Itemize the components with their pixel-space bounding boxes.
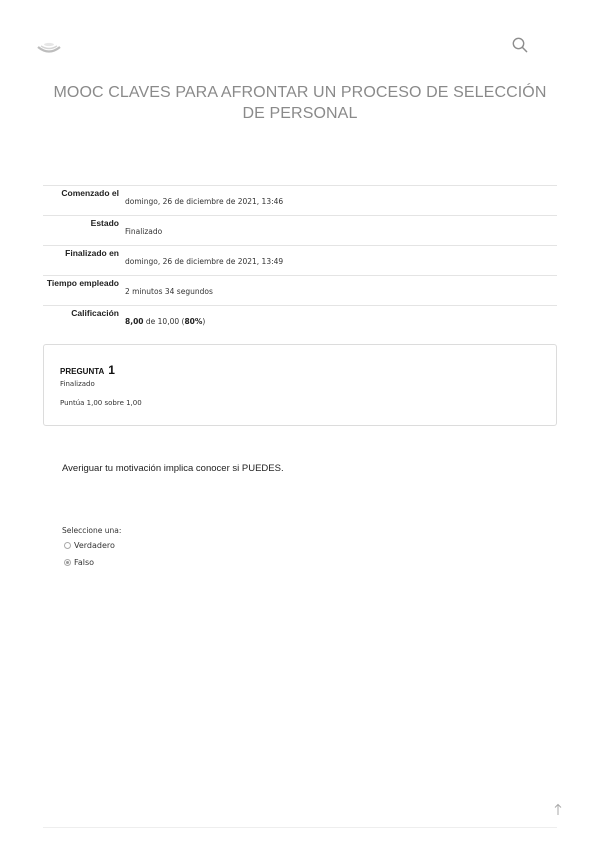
grade-percent: 80% xyxy=(184,317,203,326)
question-state: Finalizado xyxy=(60,380,95,388)
summary-value: 2 minutos 34 segundos xyxy=(125,287,213,296)
question-label: PREGUNTA xyxy=(60,367,105,376)
summary-row-grade xyxy=(43,306,557,336)
question-info-box xyxy=(43,344,557,426)
grade-close: ) xyxy=(202,317,206,326)
summary-label: Calificación xyxy=(71,308,119,318)
footer-divider xyxy=(43,827,557,828)
answer-option-label: Verdadero xyxy=(74,541,115,550)
summary-row-time-taken xyxy=(43,276,557,306)
grade-value xyxy=(125,317,205,326)
question-heading xyxy=(60,359,115,378)
answer-option-falso[interactable] xyxy=(64,558,94,567)
attempt-summary-table xyxy=(43,185,557,336)
summary-label: Finalizado en xyxy=(65,248,119,258)
summary-row-started xyxy=(43,186,557,216)
summary-label: Tiempo empleado xyxy=(46,278,119,288)
question-grade: Puntúa 1,00 sobre 1,00 xyxy=(60,399,142,407)
summary-value: Finalizado xyxy=(125,227,163,236)
answer-prompt: Seleccione una: xyxy=(62,526,122,535)
radio-button[interactable] xyxy=(64,542,71,549)
summary-value: domingo, 26 de diciembre de 2021, 13:49 xyxy=(125,257,284,266)
course-title: MOOC CLAVES PARA AFRONTAR UN PROCESO DE SELECCIÓN DE PERSONAL xyxy=(53,84,547,122)
question-text: Averiguar tu motivación implica conocer si PUEDES. xyxy=(62,463,284,474)
summary-row-finished xyxy=(43,246,557,276)
question-number: 1 xyxy=(108,363,115,377)
grade-out-of: de 10,00 ( xyxy=(143,317,185,326)
search-icon[interactable] xyxy=(511,36,529,54)
answer-option-verdadero[interactable] xyxy=(64,541,115,550)
summary-value: domingo, 26 de diciembre de 2021, 13:46 xyxy=(125,197,284,206)
answer-option-label: Falso xyxy=(74,558,95,567)
arrow-up-icon[interactable] xyxy=(553,803,563,816)
summary-row-state xyxy=(43,216,557,246)
summary-label: Comenzado el xyxy=(61,188,119,198)
logo-icon xyxy=(36,40,62,56)
grade-score: 8,00 xyxy=(125,317,144,326)
summary-label: Estado xyxy=(90,218,119,228)
radio-button-selected[interactable] xyxy=(64,559,71,566)
